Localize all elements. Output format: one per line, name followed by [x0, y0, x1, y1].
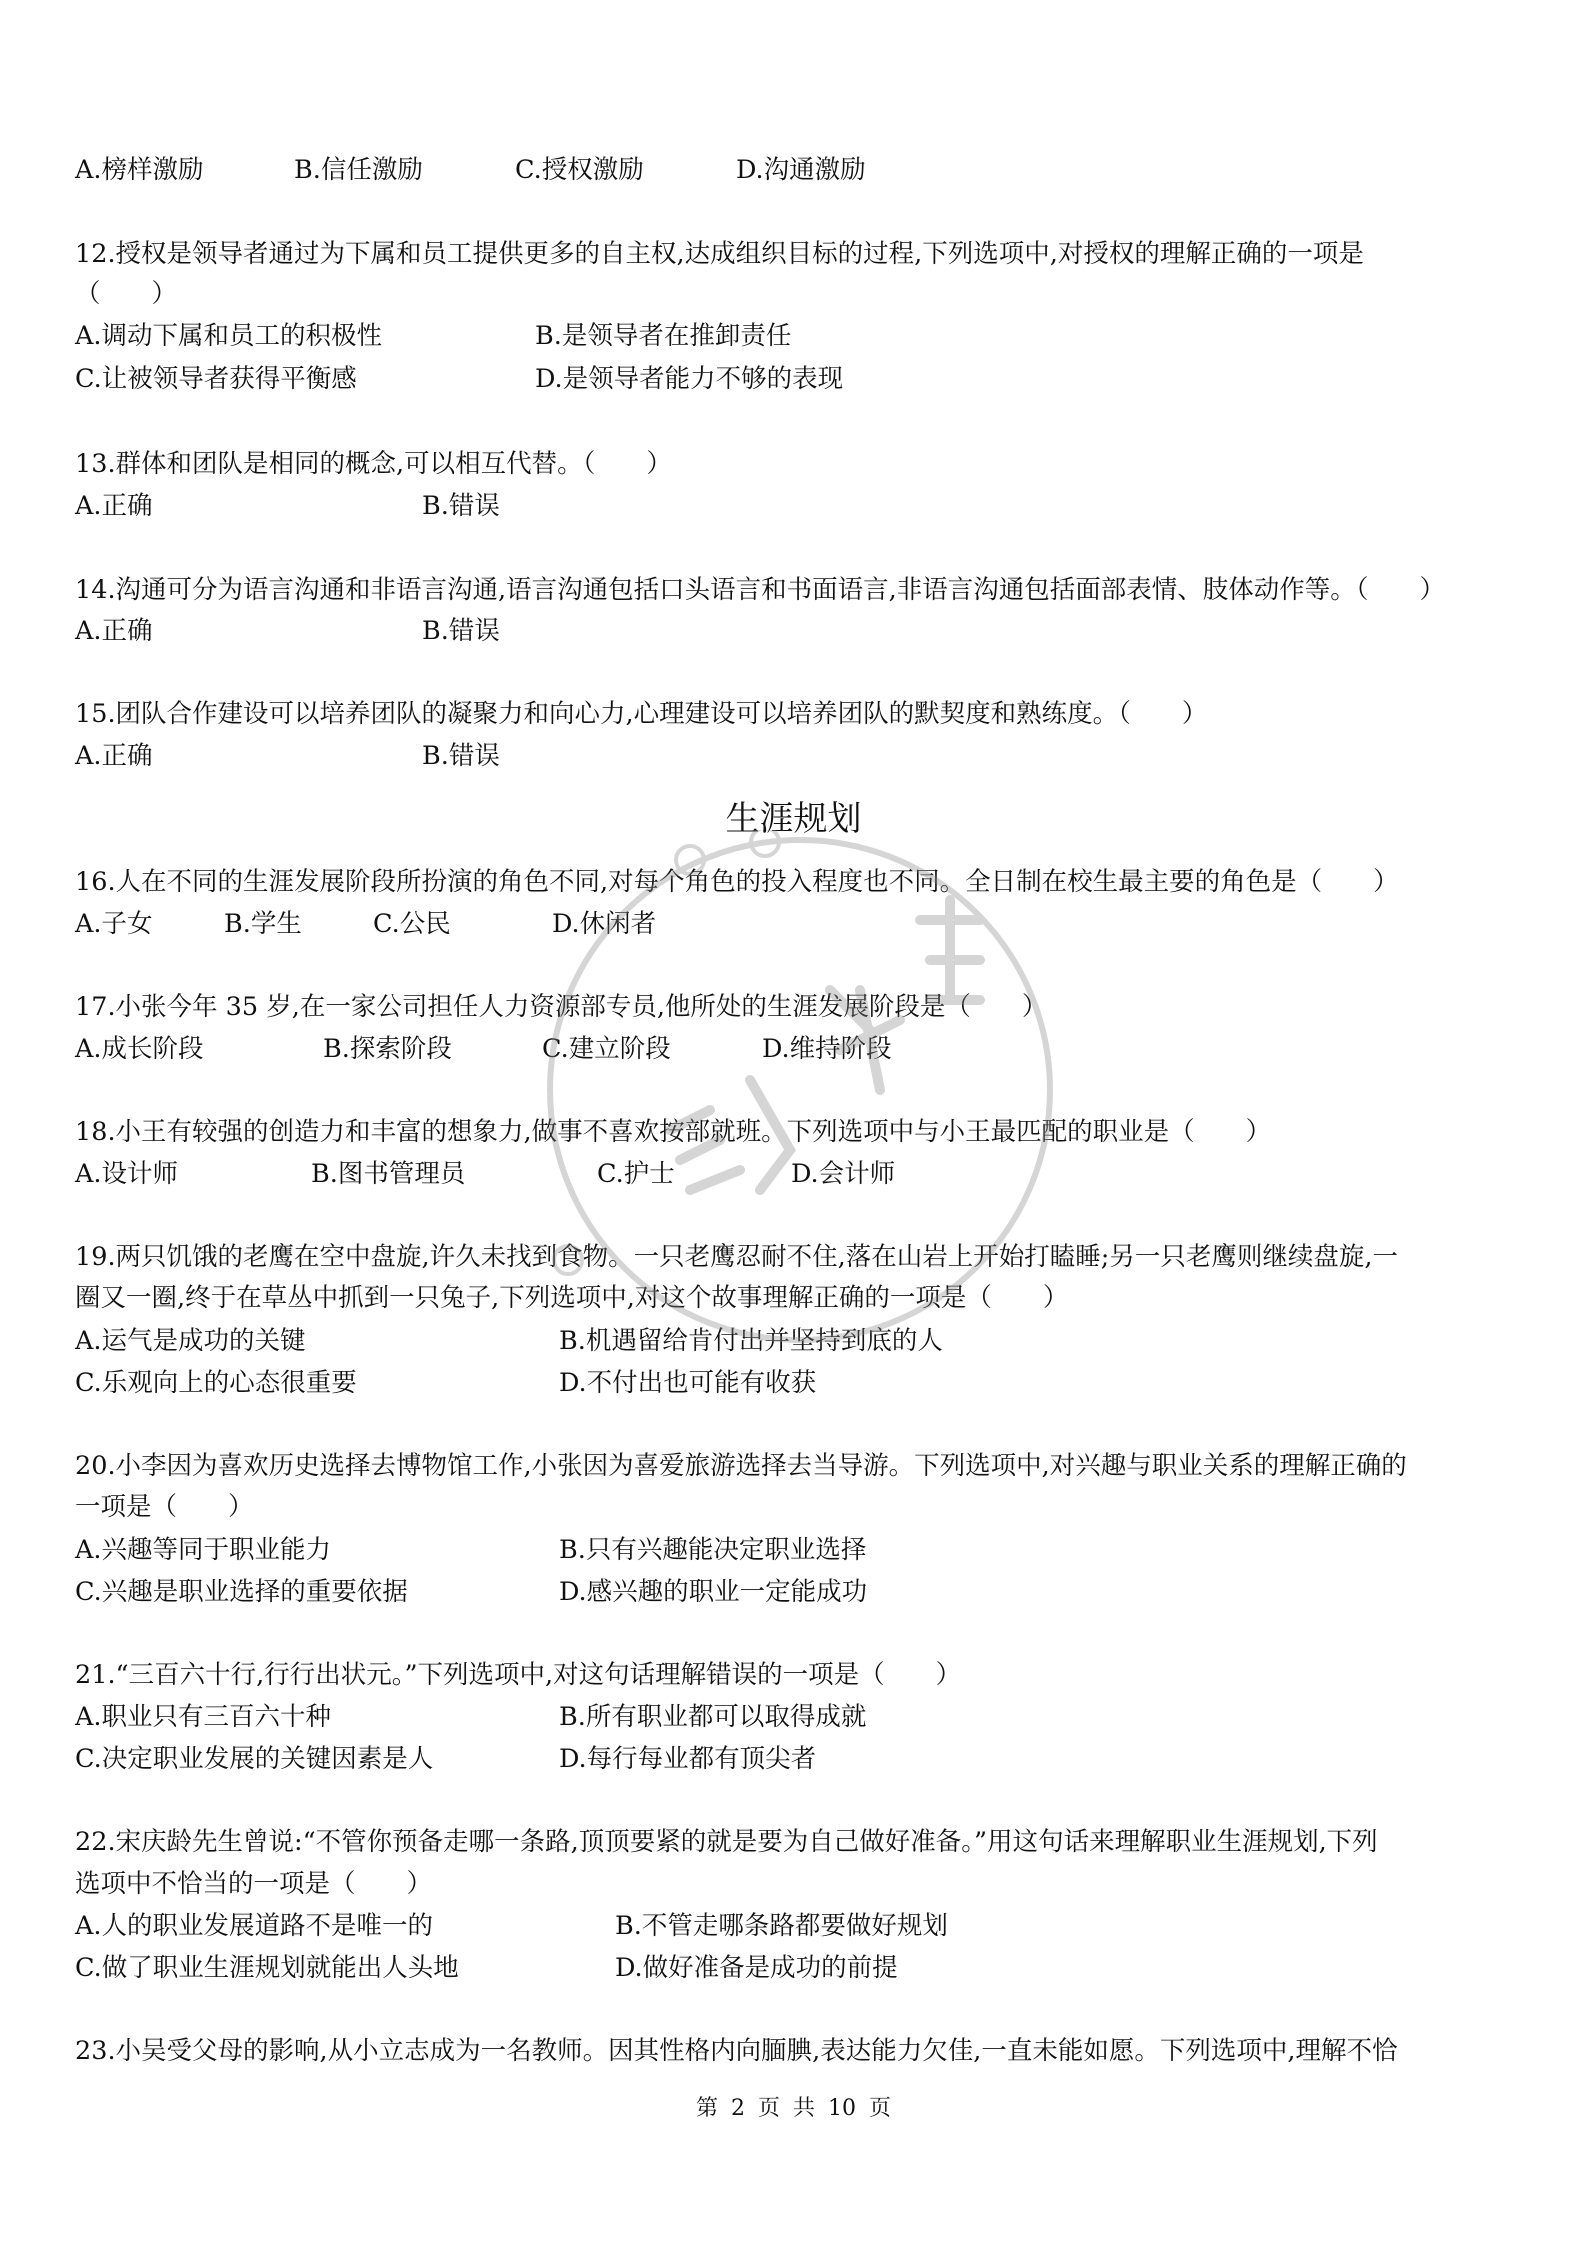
q13-option-a: A.正确 [75, 491, 153, 521]
q18-option-a: A.设计师 [75, 1159, 179, 1189]
q22-option-b: B.不管走哪条路都要做好规划 [615, 1911, 948, 1941]
page-footer: 第 2 页 共 10 页 [696, 2096, 891, 2121]
q18-option-b: B.图书管理员 [311, 1159, 466, 1189]
q21-option-b: B.所有职业都可以取得成就 [559, 1702, 867, 1732]
q21-stem: 21.“三百六十行,行行出状元。”下列选项中,对这句话理解错误的一项是（ ） [75, 1660, 962, 1690]
q20-option-b: B.只有兴趣能决定职业选择 [559, 1535, 867, 1565]
q15-option-b: B.错误 [422, 741, 500, 771]
q16-stem: 16.人在不同的生涯发展阶段所扮演的角色不同,对每个角色的投入程度也不同。全日制在校生最主要的角色是（ ） [75, 867, 1399, 897]
q21-option-d: D.每行每业都有顶尖者 [559, 1744, 817, 1774]
q11-option-a: A.榜样激励 [75, 155, 204, 185]
q22-option-a: A.人的职业发展道路不是唯一的 [75, 1911, 434, 1941]
q16-option-b: B.学生 [224, 909, 302, 939]
q21-option-a: A.职业只有三百六十种 [75, 1702, 332, 1732]
q12-option-d: D.是领导者能力不够的表现 [535, 364, 844, 394]
q19-option-a: A.运气是成功的关键 [75, 1326, 306, 1356]
q14-option-b: B.错误 [422, 616, 500, 646]
q13-option-b: B.错误 [422, 491, 500, 521]
q15-stem: 15.团队合作建设可以培养团队的凝聚力和向心力,心理建设可以培养团队的默契度和熟练度。（ ） [75, 699, 1208, 729]
q17-option-b: B.探索阶段 [323, 1034, 452, 1064]
q12-option-b: B.是领导者在推卸责任 [535, 321, 792, 351]
q17-option-a: A.成长阶段 [75, 1034, 204, 1064]
q14-stem: 14.沟通可分为语言沟通和非语言沟通,语言沟通包括口头语言和书面语言,非语言沟通包括面部表情、肢体动作等。（ ） [75, 575, 1446, 605]
q12-stem-blank: （ ） [75, 279, 178, 309]
q13-stem: 13.群体和团队是相同的概念,可以相互代替。（ ） [75, 449, 672, 479]
q21-option-c: C.决定职业发展的关键因素是人 [75, 1744, 434, 1774]
q15-option-a: A.正确 [75, 741, 153, 771]
q11-option-c: C.授权激励 [515, 155, 644, 185]
q17-stem: 17.小张今年 35 岁,在一家公司担任人力资源部专员,他所处的生涯发展阶段是（ ） [75, 992, 1048, 1022]
q18-option-c: C.护士 [597, 1159, 675, 1189]
q20-stem-line1: 20.小李因为喜欢历史选择去博物馆工作,小张因为喜爱旅游选择去当导游。下列选项中,对兴趣与职业关系的理解正确的 [75, 1451, 1407, 1481]
q19-stem-line1: 19.两只饥饿的老鹰在空中盘旋,许久未找到食物。一只老鹰忍耐不住,落在山岩上开始打瞌睡;另一只老鹰则继续盘旋,一 [75, 1242, 1398, 1272]
q19-option-c: C.乐观向上的心态很重要 [75, 1368, 357, 1398]
q11-option-b: B.信任激励 [294, 155, 423, 185]
q17-option-d: D.维持阶段 [762, 1034, 892, 1064]
q12-option-c: C.让被领导者获得平衡感 [75, 364, 357, 394]
q14-option-a: A.正确 [75, 616, 153, 646]
q22-stem-line1: 22.宋庆龄先生曾说:“不管你预备走哪一条路,顶顶要紧的就是要为自己做好准备。”用这句话来理解职业生涯规划,下列 [75, 1827, 1378, 1857]
q12-stem: 12.授权是领导者通过为下属和员工提供更多的自主权,达成组织目标的过程,下列选项中,对授权的理解正确的一项是 [75, 239, 1364, 269]
q19-option-d: D.不付出也可能有收获 [559, 1368, 817, 1398]
q16-option-c: C.公民 [373, 909, 451, 939]
q18-option-d: D.会计师 [791, 1159, 896, 1189]
q17-option-c: C.建立阶段 [542, 1034, 671, 1064]
q20-option-a: A.兴趣等同于职业能力 [75, 1535, 332, 1565]
q18-stem: 18.小王有较强的创造力和丰富的想象力,做事不喜欢按部就班。下列选项中与小王最匹配的职业是（ ） [75, 1117, 1272, 1147]
q19-stem-line2: 圈又一圈,终于在草丛中抓到一只兔子,下列选项中,对这个故事理解正确的一项是（ ） [75, 1283, 1069, 1313]
q20-option-c: C.兴趣是职业选择的重要依据 [75, 1577, 408, 1607]
q20-stem-line2: 一项是（ ） [75, 1492, 254, 1522]
q20-option-d: D.感兴趣的职业一定能成功 [559, 1577, 868, 1607]
q19-option-b: B.机遇留给肯付出并坚持到底的人 [559, 1326, 943, 1356]
q12-option-a: A.调动下属和员工的积极性 [75, 321, 383, 351]
q11-option-d: D.沟通激励 [736, 155, 866, 185]
q22-stem-line2: 选项中不恰当的一项是（ ） [75, 1869, 433, 1899]
q22-option-d: D.做好准备是成功的前提 [615, 1953, 898, 1983]
q16-option-a: A.子女 [75, 909, 153, 939]
q16-option-d: D.休闲者 [552, 909, 657, 939]
q23-stem: 23.小吴受父母的影响,从小立志成为一名教师。因其性格内向腼腆,表达能力欠佳,一直未能如愿。下列选项中,理解不恰 [75, 2036, 1398, 2066]
q22-option-c: C.做了职业生涯规划就能出人头地 [75, 1953, 459, 1983]
section-title: 生涯规划 [725, 799, 862, 839]
